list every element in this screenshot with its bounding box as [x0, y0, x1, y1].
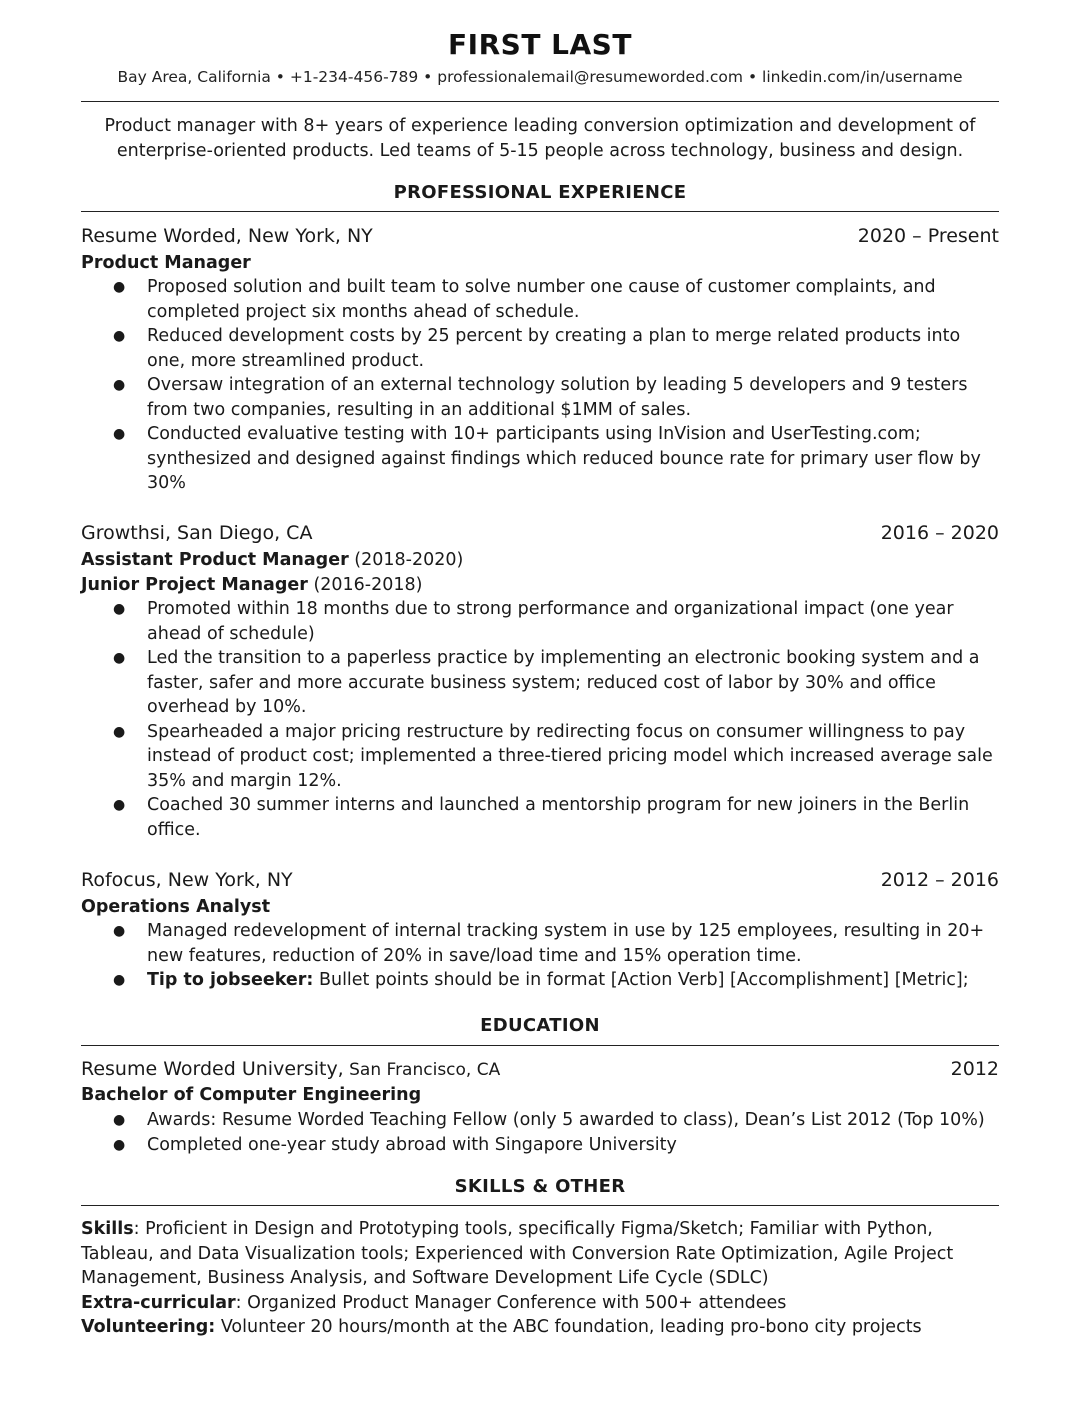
bullet-list — [81, 275, 999, 496]
bullet-text: Oversaw integration of an external technology solution by leading 5 developers and 9 testers from two companies, resulting in an additional $1MM of sales. — [147, 375, 968, 420]
bullet-text: Managed redevelopment of internal tracking system in use by 125 employees, resulting in 20+ new features, reduction of 20% in save/load time and 15% operation time. — [147, 921, 985, 966]
bullet-text: Proposed solution and built team to solve number one cause of customer complaints, and completed project six months ahead of schedule. — [147, 277, 936, 322]
graduation-year: 2012 — [950, 1058, 999, 1080]
list-item — [81, 968, 999, 993]
list-item — [81, 720, 999, 794]
section-heading-skills: SKILLS & OTHER — [454, 1176, 626, 1197]
divider — [81, 1045, 999, 1046]
degree-title: Bachelor of Computer Engineering — [81, 1085, 422, 1105]
tip-text: Bullet points should be in format [Action Verb] [Accomplishment] [Metric]; — [313, 970, 969, 990]
bullet-icon: ● — [113, 972, 126, 988]
divider — [81, 101, 999, 102]
skills-block — [81, 1217, 999, 1340]
bullet-icon: ● — [113, 377, 126, 393]
section-heading-experience: PROFESSIONAL EXPERIENCE — [393, 182, 687, 203]
school-name: Resume Worded University, — [81, 1058, 344, 1080]
bullet-text: Conducted evaluative testing with 10+ participants using InVision and UserTesting.com; synthesized and designed against findings which reduced bounce rate for primary user flow by 30% — [147, 424, 981, 493]
bullet-icon: ● — [113, 328, 126, 344]
list-item — [81, 275, 999, 324]
job-title — [81, 251, 251, 276]
bullet-icon: ● — [113, 1136, 126, 1153]
divider — [81, 1205, 999, 1206]
role-title: Product Manager — [81, 253, 251, 273]
section-heading-education: EDUCATION — [480, 1015, 600, 1036]
role-title: Operations Analyst — [81, 897, 271, 917]
company-name: Growthsi, San Diego, CA — [81, 522, 313, 544]
list-item — [81, 1108, 999, 1133]
bullet-icon: ● — [113, 1112, 126, 1128]
list-item — [81, 597, 999, 646]
volunteer-label: Volunteering: — [81, 1317, 216, 1337]
role-title: Assistant Product Manager — [81, 550, 349, 570]
summary: Product manager with 8+ years of experience leading conversion optimization and development of enterprise-oriented products. Led teams of 5-15 people across technology, business and design. — [104, 116, 976, 161]
bullet-text: Led the transition to a paperless practice by implementing an electronic booking system and a faster, safer and more accurate business system; reduced cost of labor by 30% and office overhead by 10%. — [147, 648, 980, 717]
list-item — [81, 324, 999, 373]
bullet-text: Reduced development costs by 25 percent by creating a plan to merge related products into one, more streamlined product. — [147, 326, 961, 371]
job-dates: 2020 – Present — [857, 225, 999, 247]
bullet-icon: ● — [113, 797, 126, 813]
company-name: Resume Worded, New York, NY — [81, 225, 373, 247]
list-item — [81, 919, 999, 968]
extra-label: Extra-curricular — [81, 1292, 236, 1313]
school-location: San Francisco, CA — [343, 1060, 501, 1080]
bullet-text: Awards: Resume Worded Teaching Fellow (only 5 awarded to class), Dean’s List 2012 (Top 10%) — [147, 1110, 985, 1130]
volunteer-text: Volunteer 20 hours/month at the ABC foundation, leading pro-bono city projects — [215, 1317, 922, 1337]
job-title — [81, 895, 270, 920]
candidate-name: FIRST LAST — [448, 28, 632, 61]
list-item — [81, 646, 999, 720]
bullet-text: Spearheaded a major pricing restructure by redirecting focus on consumer willingness to pay instead of product cost; implemented a three-tiered pricing model which increased average sale 35% and margin 12%. — [147, 721, 993, 791]
extra-text: : Organized Product Manager Conference with 500+ attendees — [235, 1292, 787, 1313]
bullet-icon: ● — [113, 426, 126, 442]
bullet-list — [81, 1108, 999, 1157]
job-header — [81, 521, 999, 546]
role-period: (2018-2020) — [348, 550, 464, 570]
bullet-icon: ● — [113, 923, 126, 939]
job-title — [81, 548, 463, 573]
extra-curricular-line — [81, 1291, 999, 1316]
list-item — [81, 1133, 999, 1158]
skills-text: : Proficient in Design and Prototyping tools, specifically Figma/Sketch; Familiar with Python, Tableau, and Data Visualization tools; Experienced with Conversion Rate Optimization, Agile Project Management, Business Analysis, and Software Development Life Cycle (SDLC) — [81, 1219, 954, 1288]
bullet-text: Coached 30 summer interns and launched a mentorship program for new joiners in the Berlin office. — [147, 795, 970, 840]
volunteering-line — [81, 1315, 999, 1340]
contact-line: Bay Area, California • +1-234-456-789 • professionalemail@resumeworded.com • linkedin.com/in/username — [117, 68, 963, 86]
job-header — [81, 224, 999, 249]
bullet-text: Completed one-year study abroad with Singapore University — [147, 1134, 677, 1155]
list-item — [81, 373, 999, 422]
company-name: Rofocus, New York, NY — [81, 869, 293, 891]
bullet-list — [81, 597, 999, 842]
skills-line — [81, 1217, 999, 1291]
bullet-icon: ● — [113, 601, 126, 617]
degree — [81, 1083, 421, 1108]
list-item — [81, 793, 999, 842]
bullet-text: Promoted within 18 months due to strong performance and organizational impact (one year ahead of schedule) — [147, 599, 954, 644]
job-title — [81, 573, 422, 598]
role-period: (2016-2018) — [307, 575, 423, 595]
job-dates: 2016 – 2020 — [880, 522, 999, 544]
job-dates: 2012 – 2016 — [880, 869, 999, 891]
list-item — [81, 422, 999, 496]
role-title: Junior Project Manager — [81, 575, 308, 595]
skills-label: Skills — [81, 1219, 134, 1239]
bullet-list — [81, 919, 999, 993]
divider — [81, 211, 999, 212]
education-header — [81, 1057, 999, 1083]
bullet-icon: ● — [113, 723, 126, 740]
tip-label: Tip to jobseeker: — [147, 970, 314, 990]
bullet-icon: ● — [113, 650, 126, 666]
bullet-icon: ● — [113, 279, 126, 295]
job-header — [81, 868, 999, 893]
